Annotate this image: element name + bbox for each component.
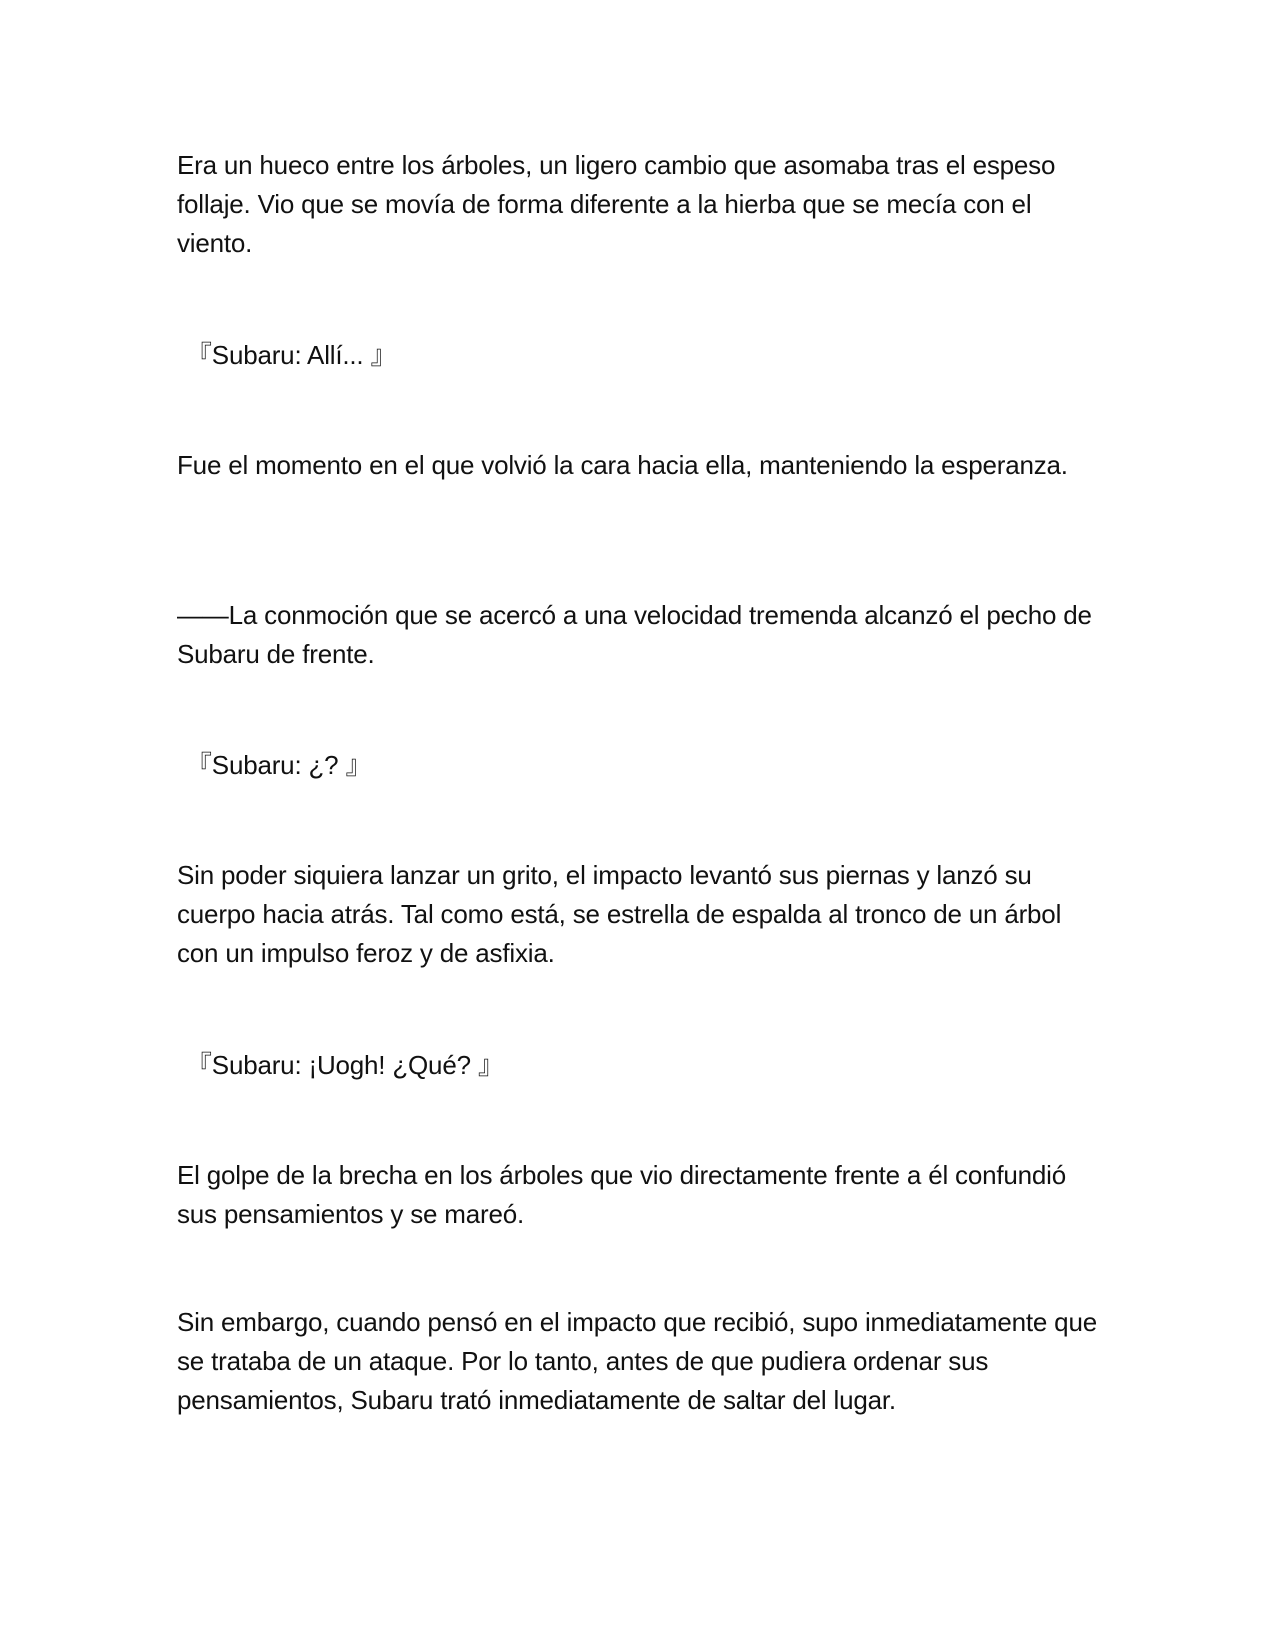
paragraph: Sin poder siquiera lanzar un grito, el impacto levantó sus piernas y lanzó su cuerpo hacia atrás. Tal como está, se estrella de espalda al tronco de un árbol con un impulso feroz y de asfixia. <box>177 860 1062 968</box>
dialogue-line: 『Subaru: ¡Uogh! ¿Qué? 』 <box>186 1050 504 1080</box>
dialogue-line: 『Subaru: Allí... 』 <box>186 340 397 370</box>
dialogue-line: 『Subaru: ¿? 』 <box>186 750 372 780</box>
paragraph: Fue el momento en el que volvió la cara hacia ella, manteniendo la esperanza. <box>177 450 1068 480</box>
paragraph: El golpe de la brecha en los árboles que vio directamente frente a él confundió sus pensamientos y se mareó. <box>177 1160 1067 1229</box>
paragraph: Era un hueco entre los árboles, un ligero cambio que asomaba tras el espeso follaje. Vio que se movía de forma diferente a la hierba que se mecía con el viento. <box>177 150 1056 258</box>
paragraph: ——La conmoción que se acercó a una velocidad tremenda alcanzó el pecho de Subaru de frente. <box>177 600 1092 669</box>
paragraph: Sin embargo, cuando pensó en el impacto que recibió, supo inmediatamente que se trataba de un ataque. Por lo tanto, antes de que pudiera ordenar sus pensamientos, Subaru trató inmediatamente de saltar del lugar. <box>177 1307 1097 1415</box>
